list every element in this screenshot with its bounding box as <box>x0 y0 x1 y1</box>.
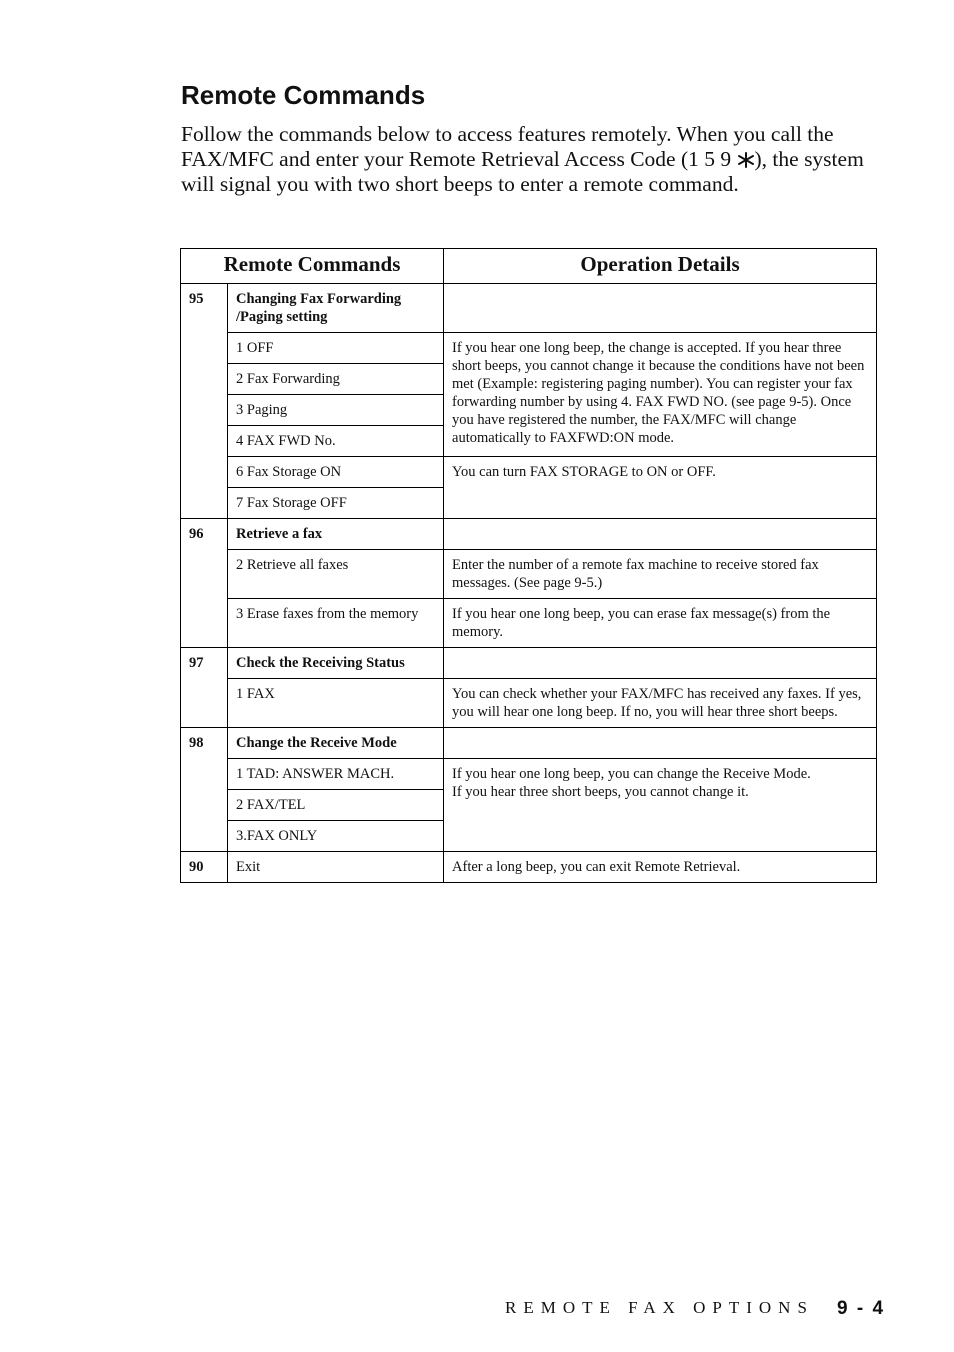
table-row <box>181 519 877 550</box>
table-row <box>181 457 877 488</box>
sub-option: 3.FAX ONLY <box>228 821 444 852</box>
table-row <box>181 759 877 790</box>
star-icon <box>737 147 755 172</box>
operation-detail <box>444 759 877 852</box>
sub-option: 2 Fax Forwarding <box>228 364 444 395</box>
command-number: 98 <box>181 728 228 852</box>
sub-option: 6 Fax Storage ON <box>228 457 444 488</box>
sub-option: 3 Paging <box>228 395 444 426</box>
command-number: 95 <box>181 284 228 519</box>
intro-text-2: ), the system will signal you with two short beeps to enter a remote command. <box>181 147 864 196</box>
page-title: Remote Commands <box>181 80 426 110</box>
command-number: 90 <box>181 852 228 883</box>
table-row <box>181 728 877 759</box>
operation-detail: If you hear one long beep, the change is accepted. If you hear three short beeps, you cannot change it because the conditions have not been met (Example: registering paging number). You can register your fax forwarding number by using 4. FAX FWD NO. (see page 9-5). Once you have registered the number, the FAX/MFC will change automatically to FAXFWD:ON mode. <box>444 333 877 457</box>
command-name-line: Changing Fax Forwarding <box>236 291 402 307</box>
sub-option: 2 Retrieve all faxes <box>228 550 444 599</box>
command-number: 97 <box>181 648 228 728</box>
table-row <box>181 550 877 599</box>
command-name <box>228 284 444 333</box>
intro-paragraph <box>181 122 881 197</box>
sub-option: 3 Erase faxes from the memory <box>228 599 444 648</box>
sub-option: 4 FAX FWD No. <box>228 426 444 457</box>
sub-option: 1 OFF <box>228 333 444 364</box>
table-row <box>181 333 877 364</box>
detail-cell-empty <box>444 728 877 759</box>
command-number: 96 <box>181 519 228 648</box>
page-number: 9 - 4 <box>837 1298 886 1319</box>
table-row <box>181 648 877 679</box>
command-name: Exit <box>228 852 444 883</box>
operation-detail: You can turn FAX STORAGE to ON or OFF. <box>444 457 877 519</box>
footer-section-title: REMOTE FAX OPTIONS <box>505 1298 814 1317</box>
table-row <box>181 599 877 648</box>
command-name: Check the Receiving Status <box>228 648 444 679</box>
header-remote-commands: Remote Commands <box>181 249 444 284</box>
sub-option: 7 Fax Storage OFF <box>228 488 444 519</box>
intro-text-1: Follow the commands below to access features remotely. When you call the FAX/MFC and enter your Remote Retrieval Access Code (1 5 9 <box>181 122 834 171</box>
table-row <box>181 284 877 333</box>
operation-detail: You can check whether your FAX/MFC has received any faxes. If yes, you will hear one long beep. If no, you will hear three short beeps. <box>444 679 877 728</box>
detail-cell-empty <box>444 519 877 550</box>
command-name-line: /Paging setting <box>236 309 328 325</box>
detail-line: If you hear one long beep, you can change the Receive Mode. <box>452 766 811 782</box>
operation-detail: Enter the number of a remote fax machine to receive stored fax messages. (See page 9-5.) <box>444 550 877 599</box>
table-row <box>181 679 877 728</box>
header-operation-details: Operation Details <box>444 249 877 284</box>
sub-option: 1 TAD: ANSWER MACH. <box>228 759 444 790</box>
operation-detail: If you hear one long beep, you can erase fax message(s) from the memory. <box>444 599 877 648</box>
detail-cell-empty <box>444 284 877 333</box>
command-name: Retrieve a fax <box>228 519 444 550</box>
sub-option: 2 FAX/TEL <box>228 790 444 821</box>
command-name: Change the Receive Mode <box>228 728 444 759</box>
operation-detail: After a long beep, you can exit Remote Retrieval. <box>444 852 877 883</box>
remote-commands-table <box>180 248 877 883</box>
detail-cell-empty <box>444 648 877 679</box>
table-header-row <box>181 249 877 284</box>
table-row <box>181 852 877 883</box>
detail-line: If you hear three short beeps, you cannot change it. <box>452 784 749 800</box>
sub-option: 1 FAX <box>228 679 444 728</box>
